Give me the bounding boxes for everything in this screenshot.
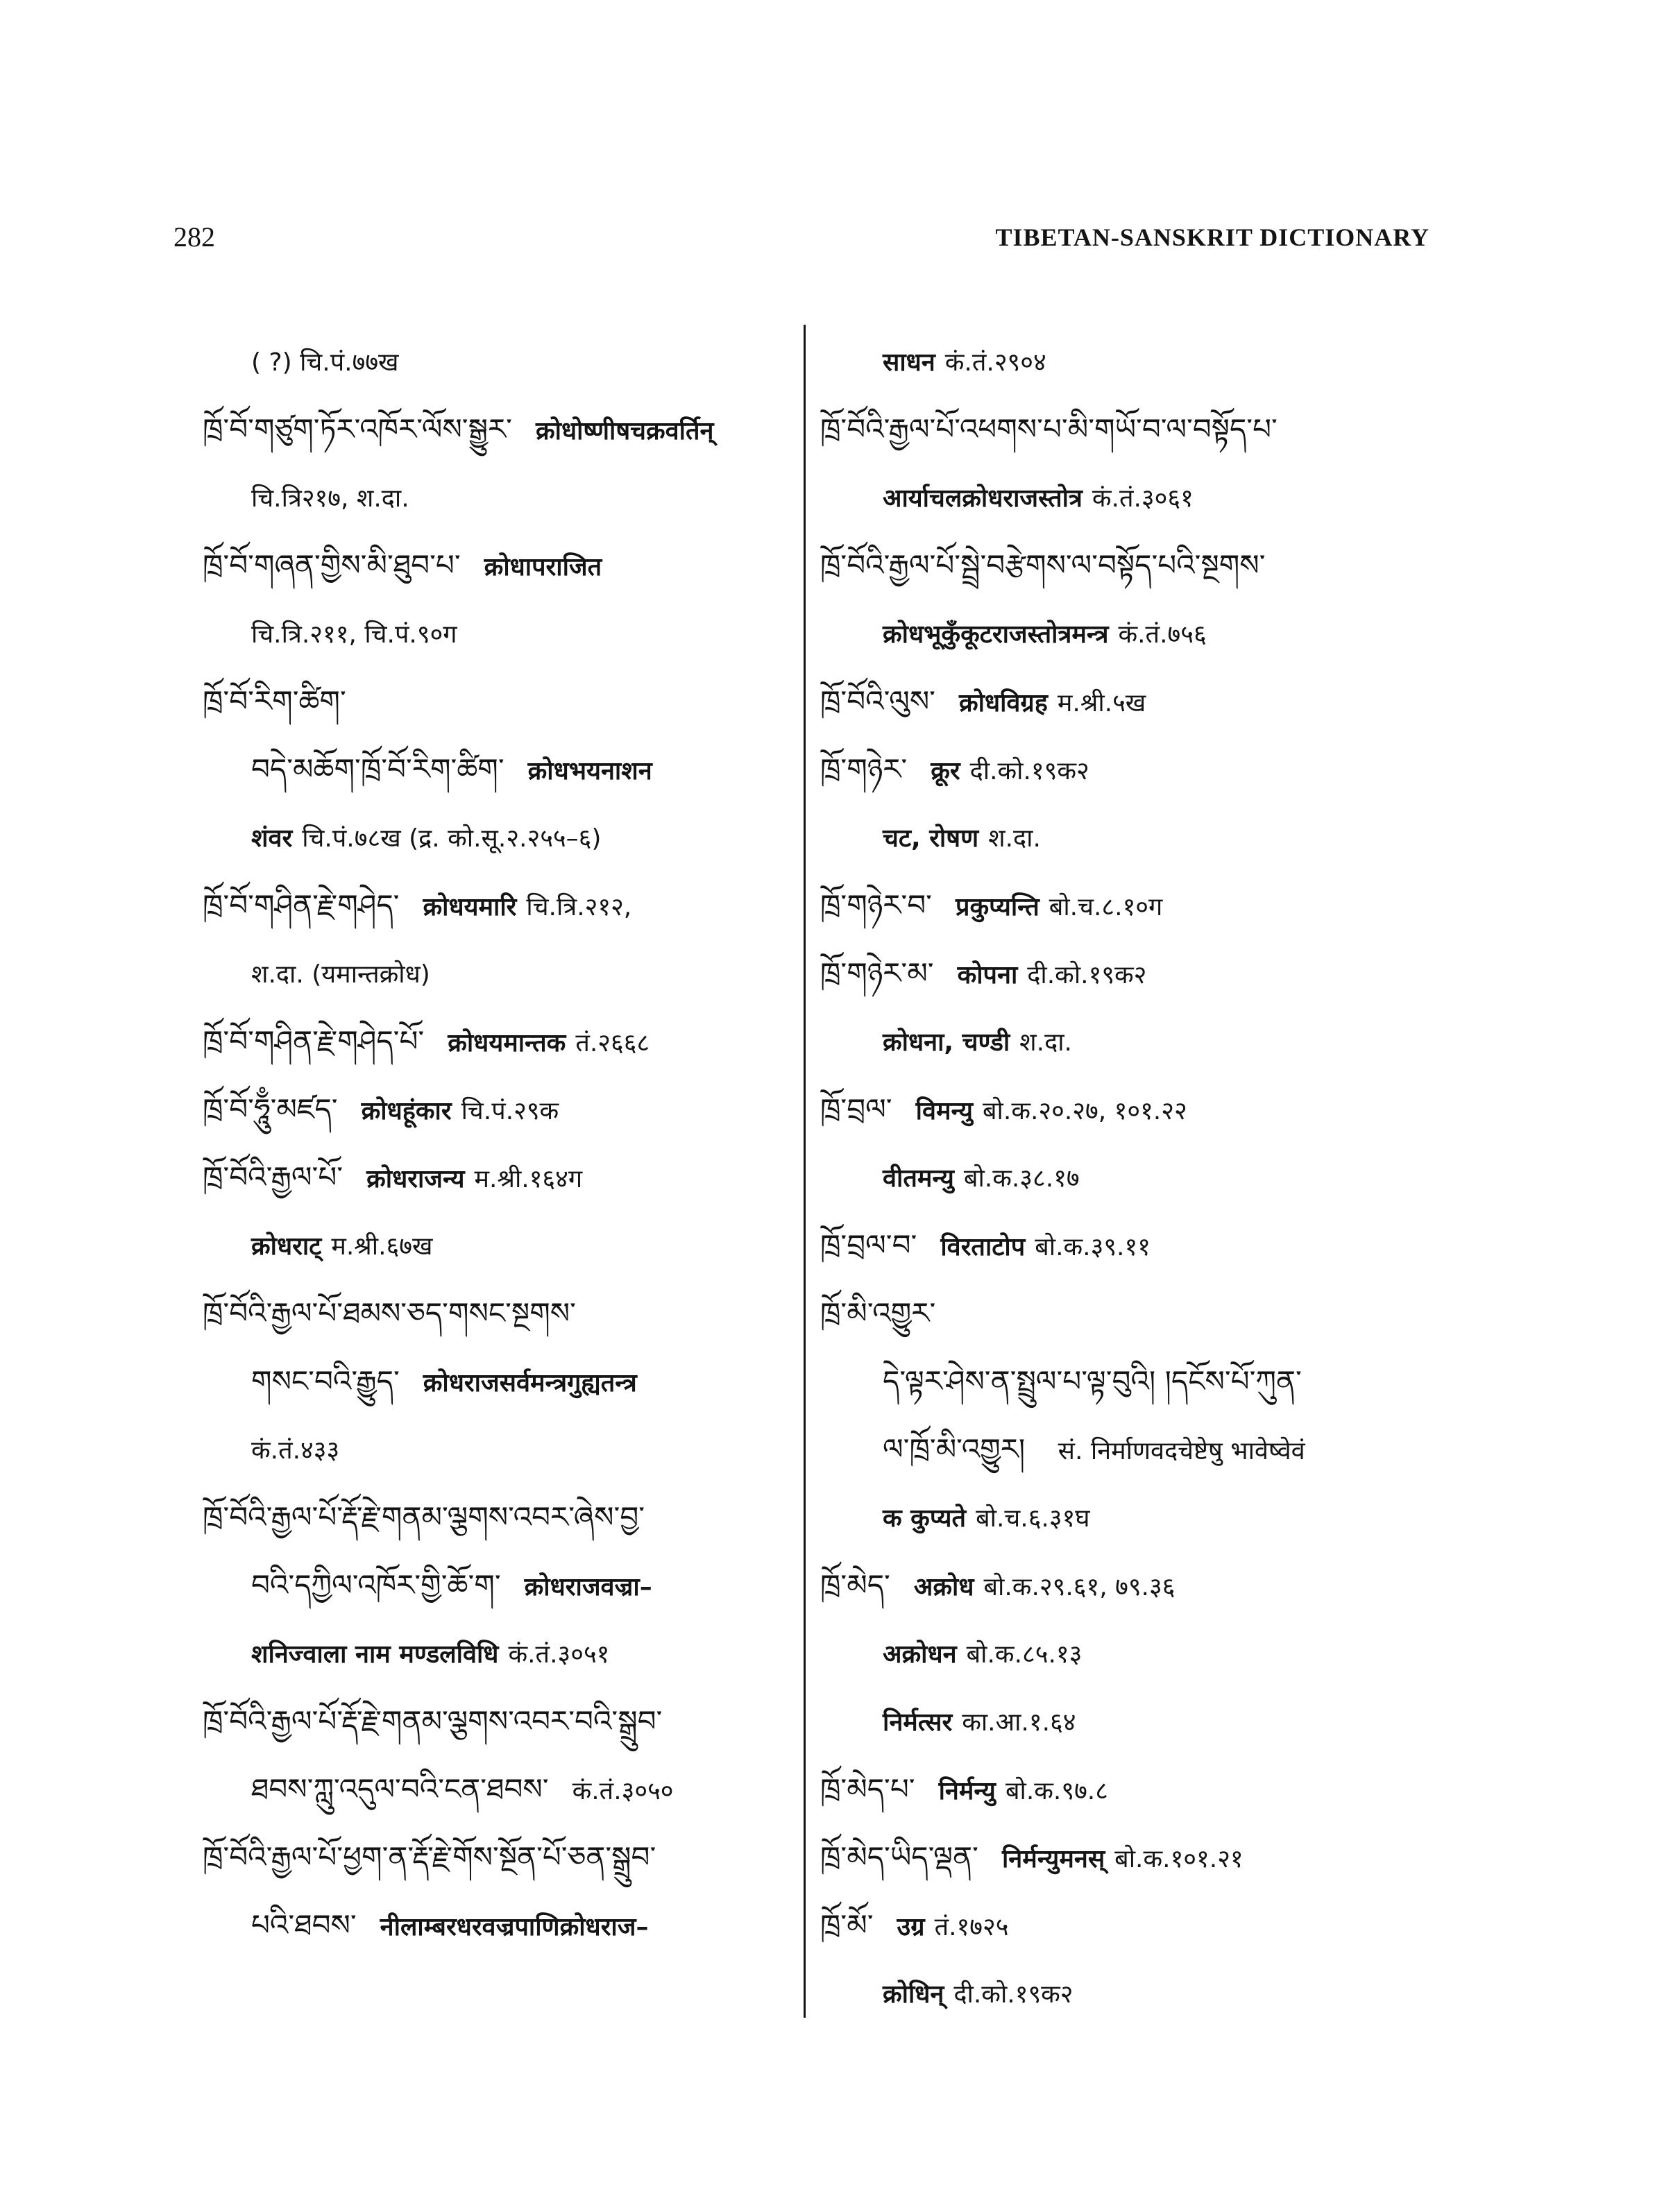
source-reference: बो.क.२९.६१, ७९.३६ [983, 1573, 1176, 1601]
dictionary-line [203, 939, 792, 1007]
sanskrit-equivalent: निर्मन्युमनस् [1001, 1845, 1105, 1873]
sanskrit-equivalent: अक्रोधन [883, 1640, 957, 1669]
tibetan-headword: ཁྲོ་གཉེར་བ་ [820, 888, 932, 922]
dictionary-line [203, 1279, 792, 1347]
source-reference: श.दा. (यमान्तक्रोध) [251, 960, 430, 989]
dictionary-line [203, 1211, 792, 1279]
source-reference: तं.१७२५ [934, 1913, 1009, 1941]
source-reference: तं.२६६८ [575, 1029, 650, 1057]
dictionary-line [203, 599, 792, 667]
sanskrit-equivalent: क्रोधराट् [251, 1232, 322, 1261]
source-reference: कं.तं.३०६१ [1092, 484, 1194, 513]
dictionary-line [820, 939, 1431, 1007]
source-reference: म.श्री.५ख [1057, 689, 1146, 717]
sanskrit-equivalent: विरताटोप [940, 1233, 1026, 1261]
source-reference: बो.क.८५.१३ [966, 1640, 1083, 1669]
tibetan-headword: ཁྲོ་བོ་གཤིན་རྗེ་གཤེད་ [203, 888, 400, 922]
dictionary-line [203, 1075, 792, 1143]
dictionary-line [820, 735, 1431, 803]
dictionary-line [203, 1891, 792, 1959]
tibetan-headword: ཁྲོ་བོ་གཞན་གྱིས་མི་ཐུབ་པ་ [203, 548, 461, 582]
dictionary-line [820, 599, 1431, 667]
sanskrit-equivalent: प्रकुप्यन्ति [956, 893, 1040, 921]
tibetan-headword: ཁྲོ་བོའི་ལུས་ [820, 684, 935, 718]
dictionary-line [820, 1143, 1431, 1211]
source-reference: सं. निर्माणवदचेष्टेषु भावेष्वेवं [1058, 1437, 1305, 1465]
sanskrit-equivalent: कोपना [957, 961, 1018, 989]
sanskrit-equivalent: क कुप्यते [883, 1504, 967, 1533]
dictionary-line [820, 803, 1431, 871]
tibetan-headword: ཁྲོ་བོའི་རྒྱལ་པོ་འཕགས་པ་མི་གཡོ་བ་ལ་བསྟོད་པ་ [820, 412, 1278, 446]
dictionary-line [203, 1143, 792, 1211]
dictionary-line [820, 531, 1431, 599]
dictionary-line [820, 1619, 1431, 1687]
dictionary-line [820, 1415, 1431, 1483]
dictionary-line [820, 395, 1431, 463]
sanskrit-equivalent: विमन्यु [915, 1097, 973, 1125]
sanskrit-equivalent: क्रोधना, चण्डी [883, 1028, 1010, 1057]
source-reference: बो.क.१०१.२१ [1114, 1845, 1244, 1873]
tibetan-headword: ལ་ཁྲོ་མི་འགྱུར། [883, 1432, 1035, 1466]
tibetan-headword: ཁྲོ་གཉེར་མ་ [820, 956, 934, 990]
tibetan-headword: པའི་ཐབས་ [251, 1908, 357, 1942]
sanskrit-equivalent: क्रोधोष्णीषचक्रवर्तिन् [535, 417, 714, 445]
sanskrit-equivalent: क्रोधापराजित [484, 553, 602, 581]
tibetan-headword: ཁྲོ་བོ་གཙུག་ཏོར་འཁོར་ལོས་སྒྱུར་ [203, 412, 512, 446]
tibetan-headword: ཁྲོ་མོ་ [820, 1908, 874, 1942]
dictionary-line [203, 1347, 792, 1415]
tibetan-headword: ཁྲོ་མི་འགྱུར་ [820, 1296, 936, 1330]
source-reference: बो.क.९७.८ [1005, 1777, 1108, 1805]
dictionary-line [820, 327, 1431, 395]
dictionary-line [820, 1959, 1431, 2027]
tibetan-headword: ཁྲོ་མེད་པ་ [820, 1772, 915, 1806]
source-reference: श.दा. [1019, 1028, 1072, 1057]
dictionary-line [820, 1279, 1431, 1347]
source-reference: दी.को.१९क२ [1027, 961, 1147, 989]
page-header [173, 216, 1429, 258]
source-reference: बो.क.३९.११ [1035, 1233, 1151, 1261]
sanskrit-equivalent: निर्मत्सर [883, 1708, 953, 1737]
dictionary-line [203, 1687, 792, 1755]
tibetan-headword: ཁྲོ་བོའི་རྒྱལ་པོ་རྡོ་རྗེ་གནམ་ལྕགས་འབར་ཞེས་བྱ་ [203, 1500, 645, 1534]
page-number: 282 [173, 221, 215, 253]
sanskrit-equivalent: उग्र [897, 1913, 925, 1941]
sanskrit-equivalent: क्रोधराजवज्रा– [524, 1573, 652, 1601]
tibetan-headword: ཁྲོ་བོ་གཤིན་རྗེ་གཤེད་པོ་ [203, 1024, 425, 1058]
sanskrit-equivalent: क्रोधभूकुँकूटराजस्तोत्रमन्त्र [883, 620, 1109, 649]
source-reference: चि.त्रि.२११, चि.पं.९०ग [251, 620, 457, 649]
dictionary-line [203, 1007, 792, 1075]
column-divider [804, 325, 806, 2018]
dictionary-line [820, 871, 1431, 939]
tibetan-headword: ཁྲོ་མེད་ཡིད་ལྡན་ [820, 1840, 978, 1874]
source-reference: चि.पं.७८ख (द्र. को.सू.२.२५५–६) [302, 824, 602, 853]
dictionary-line [203, 1823, 792, 1891]
dictionary-line [203, 1755, 792, 1823]
sanskrit-equivalent: क्रोधिन् [883, 1980, 944, 2009]
dictionary-line [820, 1755, 1431, 1823]
tibetan-headword: ཁྲོ་བྲལ་བ་ [820, 1228, 917, 1262]
tibetan-headword: ཁྲོ་བོའི་རྒྱལ་པོ་རྡོ་རྗེ་གནམ་ལྕགས་འབར་བའི་སྒྲུབ་ [203, 1704, 663, 1738]
tibetan-headword: ཁྲོ་གཉེར་ [820, 752, 908, 786]
source-reference: कं.तं.३०५१ [508, 1640, 610, 1669]
sanskrit-equivalent: क्रोधराजसर्वमन्त्रगुह्यतन्त्र [423, 1369, 637, 1397]
source-reference: का.आ.१.६४ [962, 1708, 1076, 1737]
tibetan-headword: ཁྲོ་མེད་ [820, 1568, 890, 1602]
sanskrit-equivalent: अक्रोध [913, 1573, 974, 1601]
tibetan-headword: ཐབས་ཀླུ་འདུལ་བའི་ངན་ཐབས་ [251, 1772, 549, 1806]
tibetan-headword: བདེ་མཆོག་ཁྲོ་བོ་རིག་ཚིག་ [251, 752, 504, 786]
source-reference: बो.च.८.१०ग [1049, 893, 1163, 921]
source-reference: म.श्री.१६४ग [474, 1165, 583, 1193]
dictionary-line [203, 463, 792, 531]
sanskrit-equivalent: क्रोधभयनाशन [527, 757, 652, 785]
tibetan-headword: ཁྲོ་བོའི་རྒྱལ་པོ་ཕྱག་ན་རྡོ་རྗེ་གོས་སྔོན་པོ་ཅན་སྒྲུབ་ [203, 1840, 656, 1874]
dictionary-line [203, 1619, 792, 1687]
dictionary-line [820, 463, 1431, 531]
dictionary-line [820, 667, 1431, 735]
source-reference: ( ?) चि.पं.७७ख [251, 348, 399, 377]
dictionary-line [203, 1551, 792, 1619]
dictionary-line [820, 1211, 1431, 1279]
source-reference: चि.त्रि२१७, श.दा. [251, 484, 409, 513]
dictionary-line [820, 1687, 1431, 1755]
dictionary-line [820, 1347, 1431, 1415]
dictionary-line [820, 1891, 1431, 1959]
dictionary-line [820, 1483, 1431, 1551]
dictionary-line [203, 531, 792, 599]
sanskrit-equivalent: क्रोधहूंकार [361, 1097, 452, 1125]
dictionary-line [203, 667, 792, 735]
source-reference: कं.तं.२९०४ [944, 348, 1046, 377]
source-reference: दी.को.१९क२ [969, 757, 1089, 785]
tibetan-headword: ཁྲོ་བྲལ་ [820, 1092, 892, 1126]
tibetan-headword: ཁྲོ་བོའི་རྒྱལ་པོ་ [203, 1160, 343, 1194]
sanskrit-equivalent: वीतमन्यु [883, 1164, 954, 1193]
dictionary-line [203, 395, 792, 463]
right-column [820, 327, 1431, 2027]
dictionary-line [203, 1483, 792, 1551]
sanskrit-equivalent: क्रोधयमान्तक [448, 1029, 566, 1057]
dictionary-line [203, 1415, 792, 1483]
tibetan-headword: ཁྲོ་བོའི་རྒྱལ་པོ་སྦྲེ་བརྩེགས་ལ་བསྟོད་པའི་སྔགས་ [820, 548, 1266, 582]
dictionary-line [203, 871, 792, 939]
sanskrit-equivalent: चट, रोषण [883, 824, 979, 853]
source-reference: कं.तं.४३३ [251, 1436, 340, 1465]
source-reference: बो.च.६.३१घ [976, 1504, 1090, 1533]
sanskrit-equivalent: आर्याचलक्रोधराजस्तोत्र [883, 484, 1083, 513]
sanskrit-equivalent: नीलाम्बरधरवज्रपाणिक्रोधराज– [380, 1913, 649, 1941]
tibetan-headword: ཁྲོ་བོའི་རྒྱལ་པོ་ཐམས་ཅད་གསང་སྔགས་ [203, 1296, 576, 1330]
running-head: TIBETAN-SANSKRIT DICTIONARY [995, 223, 1429, 251]
source-reference: बो.क.२०.२७, १०१.२२ [983, 1097, 1187, 1125]
source-reference: बो.क.३८.१७ [963, 1164, 1080, 1193]
source-reference: कं.तं.३०५० [572, 1777, 674, 1805]
source-reference: श.दा. [988, 824, 1041, 853]
dictionary-line [820, 1823, 1431, 1891]
sanskrit-equivalent: क्रोधयमारि [423, 893, 517, 921]
dictionary-line [820, 1007, 1431, 1075]
sanskrit-equivalent: निर्मन्यु [938, 1777, 996, 1805]
dictionary-line [203, 327, 792, 395]
sanskrit-equivalent: क्रोधविग्रह [958, 689, 1048, 717]
dictionary-line [203, 735, 792, 803]
tibetan-headword: དེ་ལྟར་ཤེས་ན་སྤྲུལ་པ་ལྟ་བུའི། །དངོས་པོ་ཀུན་ [883, 1364, 1302, 1398]
sanskrit-equivalent: क्रूर [931, 757, 960, 785]
dictionary-line [820, 1551, 1431, 1619]
sanskrit-equivalent: शनिज्वाला नाम मण्डलविधि [251, 1640, 499, 1669]
tibetan-headword: ཁྲོ་བོ་ཧཱུྃ་མཛད་ [203, 1092, 338, 1126]
dictionary-line [820, 1075, 1431, 1143]
tibetan-headword: ཁྲོ་བོ་རིག་ཚིག་ [203, 684, 346, 718]
left-column [203, 327, 792, 1959]
source-reference: दी.को.१९क२ [953, 1980, 1074, 2009]
tibetan-headword: གསང་བའི་རྒྱུད་ [251, 1364, 400, 1398]
tibetan-headword: བའི་དཀྱིལ་འཁོར་གྱི་ཆོ་ག་ [251, 1568, 501, 1602]
sanskrit-equivalent: साधन [883, 348, 935, 377]
dictionary-line [203, 803, 792, 871]
source-reference: चि.पं.२९क [461, 1097, 559, 1125]
source-reference: कं.तं.७५६ [1118, 620, 1207, 649]
source-reference: चि.त्रि.२१२, [526, 893, 632, 921]
sanskrit-equivalent: क्रोधराजन्य [366, 1165, 465, 1193]
sanskrit-equivalent: शंवर [251, 824, 293, 853]
source-reference: म.श्री.६७ख [331, 1232, 433, 1261]
